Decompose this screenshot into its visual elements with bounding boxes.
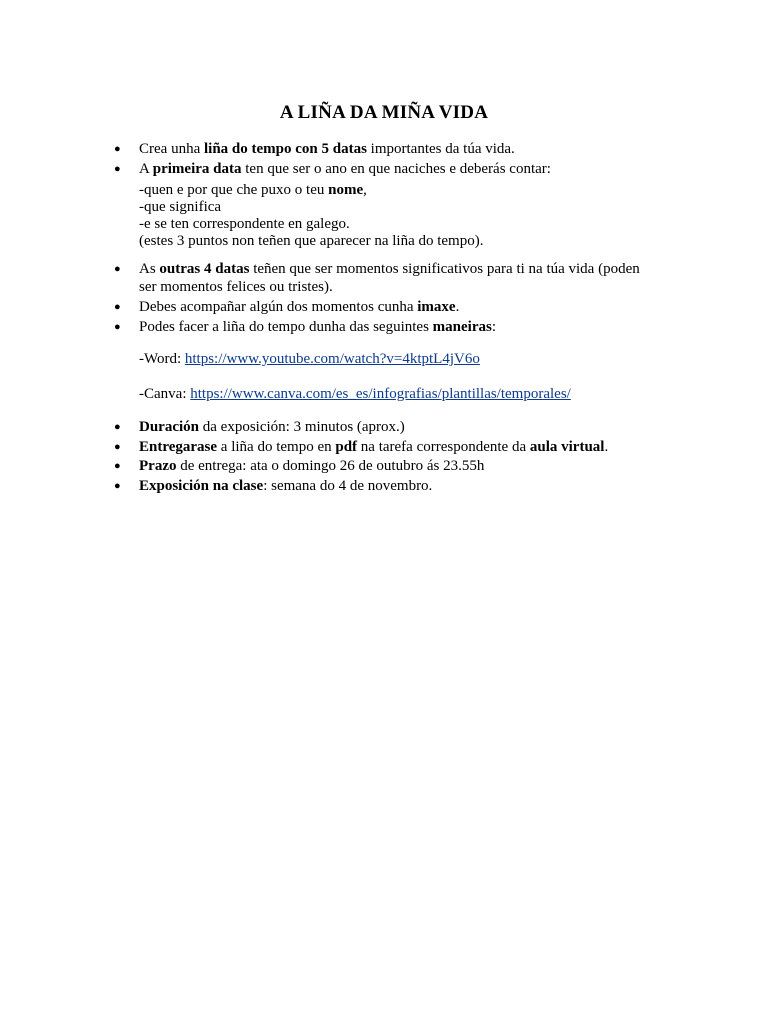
bullet-marker: ● (114, 460, 121, 472)
canva-label: -Canva: (139, 386, 191, 402)
bullet-marker: ● (114, 263, 121, 275)
sub-text: , (363, 182, 367, 198)
item-bold-text: primeira data (152, 161, 242, 177)
list-item (139, 161, 551, 178)
item-bold-text: maneiras (432, 319, 492, 335)
list-item (139, 319, 496, 336)
item-bold-text: Duración (139, 419, 199, 435)
item-text: A (139, 161, 153, 177)
word-link[interactable]: https://www.youtube.com/watch?v=4ktptL4jV6o (184, 351, 480, 367)
item-text: . (604, 439, 609, 455)
list-item (139, 478, 432, 495)
item-bold-text: pdf (335, 439, 358, 455)
item-bold-text: Entregarase (139, 439, 218, 455)
item-text: Debes acompañar algún dos momentos cunha (139, 299, 418, 315)
document-title: A LIÑA DA MIÑA VIDA (279, 102, 489, 123)
sub-line: -que significa (139, 199, 222, 215)
word-option (139, 351, 480, 368)
item-text: da exposición: 3 minutos (aprox.) (199, 419, 405, 435)
item-bold-text: Prazo (139, 458, 177, 474)
item-text: na tarefa correspondente da (357, 439, 530, 455)
item-bold-text: liña do tempo con 5 datas (203, 141, 367, 157)
bullet-marker: ● (114, 321, 121, 333)
item-bold-text: aula virtual (529, 439, 605, 455)
sub-line: -e se ten correspondente en galego. (139, 216, 350, 232)
item-text: : (491, 319, 497, 335)
sub-bold-text: nome (328, 182, 364, 198)
item-text: : semana do 4 de novembro. (263, 478, 433, 494)
sub-line (139, 182, 367, 199)
list-item (139, 299, 459, 316)
bullet-marker: ● (114, 163, 121, 175)
list-item (139, 141, 515, 158)
item-text: Crea unha (139, 141, 204, 157)
bullet-marker: ● (114, 441, 121, 453)
bullet-marker: ● (114, 421, 121, 433)
list-item (139, 458, 484, 475)
list-item (139, 419, 405, 436)
list-item (139, 261, 640, 278)
sub-line: (estes 3 puntos non teñen que aparecer na liña do tempo). (139, 233, 484, 249)
word-label: -Word: (139, 351, 185, 367)
canva-link[interactable]: https://www.canva.com/es_es/infografias/plantillas/temporales/ (190, 386, 571, 402)
item-text: importantes da túa vida. (366, 141, 515, 157)
item-text: Podes facer a liña do tempo dunha das seguintes (139, 319, 433, 335)
item-bold-text: outras 4 datas (159, 261, 250, 277)
item-text: de entrega: ata o domingo 26 de outubro ás 23.55h (176, 458, 485, 474)
item-text: teñen que ser momentos significativos para ti na túa vida (poden (249, 261, 640, 277)
item-bold-text: Exposición na clase (139, 478, 264, 494)
item-bold-text: imaxe (417, 299, 456, 315)
bullet-marker: ● (114, 301, 121, 313)
canva-option (139, 386, 571, 403)
sub-text: -quen e por que che puxo o teu (139, 182, 329, 198)
list-item (139, 439, 608, 456)
bullet-marker: ● (114, 480, 121, 492)
item-text: ten que ser o ano en que naciches e deberás contar: (241, 161, 551, 177)
item-text: . (455, 299, 460, 315)
item-continuation: ser momentos felices ou tristes). (139, 279, 333, 295)
item-text: a liña do tempo en (217, 439, 336, 455)
bullet-marker: ● (114, 143, 121, 155)
item-text: As (139, 261, 160, 277)
